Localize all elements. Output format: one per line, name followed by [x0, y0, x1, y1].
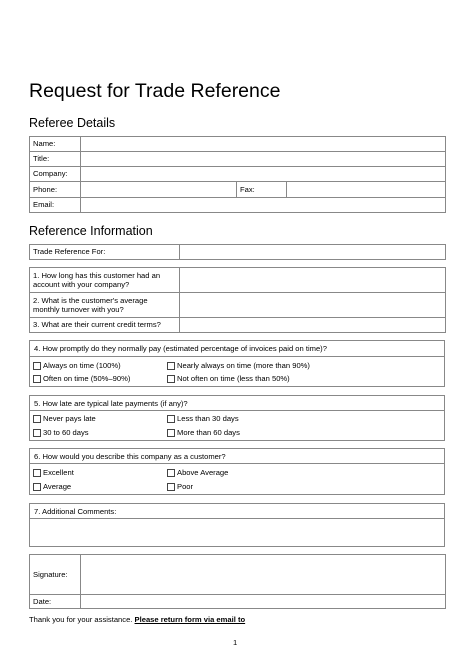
question-2-field[interactable] — [180, 293, 446, 318]
signature-label: Signature: — [30, 555, 81, 595]
q6-option-excellent[interactable]: Excellent — [33, 468, 74, 477]
checkbox-icon[interactable] — [167, 375, 175, 383]
name-label: Name: — [30, 137, 81, 152]
q4-option-always[interactable]: Always on time (100%) — [33, 361, 121, 370]
signature-field[interactable] — [81, 555, 446, 595]
reference-information-heading: Reference Information — [29, 224, 153, 238]
additional-comments-field[interactable] — [30, 519, 444, 546]
question-2-label: 2. What is the customer's average monthly turnover with you? — [30, 293, 180, 318]
q5-option-30-60[interactable]: 30 to 60 days — [33, 428, 89, 437]
question-7-box — [29, 503, 445, 547]
return-form-note: Please return form via email to — [134, 615, 246, 624]
q5-option-less-30[interactable]: Less than 30 days — [167, 414, 239, 423]
question-6-box — [29, 448, 445, 495]
date-field[interactable] — [81, 595, 446, 609]
account-questions-table — [29, 267, 446, 333]
q6-option-average[interactable]: Average — [33, 482, 71, 491]
question-4-label: 4. How promptly do they normally pay (estimated percentage of invoices paid on time)? — [34, 344, 327, 353]
q6-option-above-average[interactable]: Above Average — [167, 468, 228, 477]
q6-option-poor[interactable]: Poor — [167, 482, 193, 491]
trade-reference-for-field[interactable] — [180, 245, 446, 260]
question-5-box — [29, 395, 445, 441]
checkbox-icon[interactable] — [167, 415, 175, 423]
q4-option-often[interactable]: Often on time (50%–90%) — [33, 374, 130, 383]
signature-table — [29, 554, 446, 609]
checkbox-icon[interactable] — [33, 362, 41, 370]
checkbox-icon[interactable] — [167, 469, 175, 477]
q5-option-more-60[interactable]: More than 60 days — [167, 428, 240, 437]
fax-field[interactable] — [287, 182, 446, 198]
email-field[interactable] — [81, 198, 446, 213]
q5-option-never-late[interactable]: Never pays late — [33, 414, 96, 423]
q4-option-not-often[interactable]: Not often on time (less than 50%) — [167, 374, 290, 383]
email-label: Email: — [30, 198, 81, 213]
checkbox-icon[interactable] — [167, 362, 175, 370]
question-3-field[interactable] — [180, 318, 446, 333]
checkbox-icon[interactable] — [33, 429, 41, 437]
page-title: Request for Trade Reference — [29, 80, 281, 102]
question-1-field[interactable] — [180, 268, 446, 293]
date-label: Date: — [30, 595, 81, 609]
footer-note — [29, 615, 245, 624]
checkbox-icon[interactable] — [167, 429, 175, 437]
question-4-box — [29, 340, 445, 387]
trade-reference-table — [29, 244, 446, 260]
thank-you-text: Thank you for your assistance. — [29, 615, 133, 624]
phone-label: Phone: — [30, 182, 81, 198]
title-field[interactable] — [81, 152, 446, 167]
question-5-label: 5. How late are typical late payments (if any)? — [34, 399, 188, 408]
phone-field[interactable] — [81, 182, 237, 198]
question-3-label: 3. What are their current credit terms? — [30, 318, 180, 333]
question-6-label: 6. How would you describe this company as a customer? — [34, 452, 226, 461]
checkbox-icon[interactable] — [33, 375, 41, 383]
question-1-label: 1. How long has this customer had an account with your company? — [30, 268, 180, 293]
checkbox-icon[interactable] — [167, 483, 175, 491]
company-field[interactable] — [81, 167, 446, 182]
question-7-label: 7. Additional Comments: — [34, 507, 117, 516]
trade-reference-for-label: Trade Reference For: — [30, 245, 180, 260]
referee-details-table — [29, 136, 446, 213]
company-label: Company: — [30, 167, 81, 182]
page-number: 1 — [233, 638, 238, 647]
checkbox-icon[interactable] — [33, 415, 41, 423]
title-label: Title: — [30, 152, 81, 167]
q4-option-nearly-always[interactable]: Nearly always on time (more than 90%) — [167, 361, 310, 370]
checkbox-icon[interactable] — [33, 483, 41, 491]
referee-details-heading: Referee Details — [29, 116, 116, 130]
checkbox-icon[interactable] — [33, 469, 41, 477]
name-field[interactable] — [81, 137, 446, 152]
fax-label: Fax: — [237, 182, 287, 198]
